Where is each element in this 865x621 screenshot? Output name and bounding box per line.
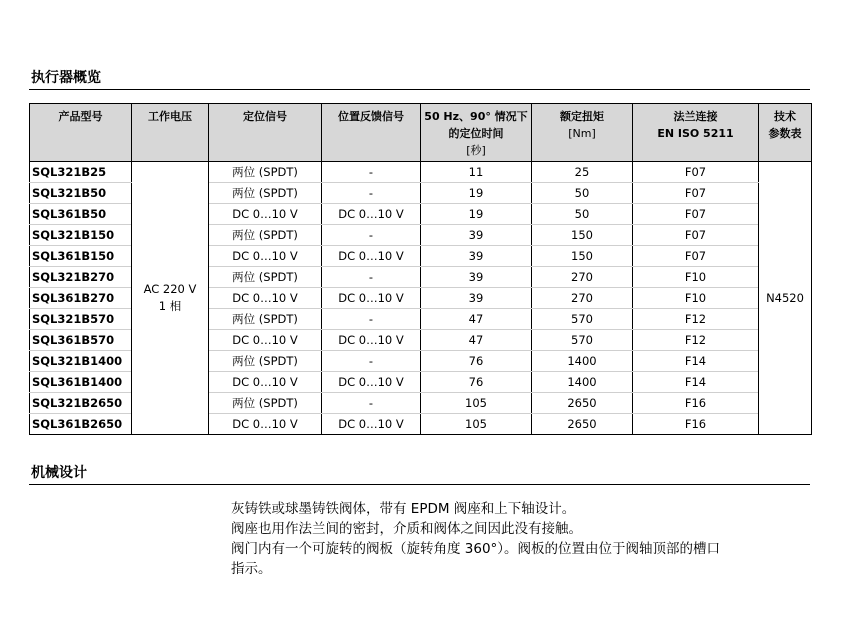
model-cell: SQL361B50 [30, 204, 132, 225]
header-datasheet-line1: 技术 [774, 110, 796, 123]
positioning-time-cell: 19 [421, 204, 532, 225]
model-cell: SQL321B1400 [30, 351, 132, 372]
torque-cell: 150 [532, 225, 633, 246]
torque-cell: 570 [532, 309, 633, 330]
paragraph-line: 阀座也用作法兰间的密封，介质和阀体之间因此没有接触。 [231, 521, 582, 537]
signal-cell: DC 0…10 V [209, 372, 322, 393]
feedback-cell: DC 0…10 V [322, 246, 421, 267]
voltage-cell [132, 162, 209, 435]
flange-cell: F07 [633, 162, 759, 183]
paragraph-line: 灰铸铁或球墨铸铁阀体，带有 EPDM 阀座和上下轴设计。 [231, 501, 576, 517]
torque-cell: 25 [532, 162, 633, 183]
model-cell: SQL361B270 [30, 288, 132, 309]
header-time-line1: 50 Hz、90° 情况下 [424, 110, 528, 123]
model-cell: SQL361B150 [30, 246, 132, 267]
mechanical-design-text [231, 499, 720, 579]
signal-cell: 两位 (SPDT) [209, 225, 322, 246]
positioning-time-cell: 76 [421, 372, 532, 393]
feedback-cell: DC 0…10 V [322, 372, 421, 393]
flange-cell: F10 [633, 267, 759, 288]
flange-cell: F16 [633, 393, 759, 414]
header-flange-line2: EN ISO 5211 [657, 127, 734, 140]
signal-cell: DC 0…10 V [209, 246, 322, 267]
positioning-time-cell: 39 [421, 246, 532, 267]
feedback-cell: - [322, 267, 421, 288]
model-cell: SQL361B570 [30, 330, 132, 351]
table-header-row [30, 104, 812, 162]
positioning-time-cell: 39 [421, 267, 532, 288]
header-torque-line1: 额定扭矩 [560, 110, 604, 123]
feedback-cell: - [322, 183, 421, 204]
torque-cell: 1400 [532, 351, 633, 372]
positioning-time-cell: 39 [421, 225, 532, 246]
section-rule [29, 484, 810, 485]
header-datasheet [759, 104, 812, 162]
header-flange [633, 104, 759, 162]
signal-cell: 两位 (SPDT) [209, 267, 322, 288]
header-time-unit: [秒] [466, 144, 486, 157]
torque-cell: 270 [532, 288, 633, 309]
flange-cell: F14 [633, 351, 759, 372]
positioning-time-cell: 47 [421, 330, 532, 351]
voltage-line1: AC 220 V [143, 282, 197, 296]
flange-cell: F07 [633, 204, 759, 225]
signal-cell: 两位 (SPDT) [209, 393, 322, 414]
signal-cell: 两位 (SPDT) [209, 309, 322, 330]
feedback-cell: DC 0…10 V [322, 288, 421, 309]
model-cell: SQL321B25 [30, 162, 132, 183]
torque-cell: 150 [532, 246, 633, 267]
positioning-time-cell: 47 [421, 309, 532, 330]
signal-cell: DC 0…10 V [209, 204, 322, 225]
voltage-line2: 1 相 [158, 299, 182, 313]
header-datasheet-line2: 参数表 [768, 127, 802, 140]
flange-cell: F14 [633, 372, 759, 393]
flange-cell: F07 [633, 246, 759, 267]
paragraph-line: 阀门内有一个可旋转的阀板（旋转角度 360°）。阀板的位置由位于阀轴顶部的槽口 [231, 541, 721, 557]
header-voltage: 工作电压 [132, 104, 209, 162]
flange-cell: F16 [633, 414, 759, 435]
model-cell: SQL321B270 [30, 267, 132, 288]
header-time-line2: 的定位时间 [448, 127, 504, 140]
header-model: 产品型号 [30, 104, 132, 162]
model-cell: SQL321B2650 [30, 393, 132, 414]
flange-cell: F07 [633, 225, 759, 246]
feedback-cell: - [322, 351, 421, 372]
model-cell: SQL361B1400 [30, 372, 132, 393]
actuator-table [29, 103, 812, 435]
section-title-actuator-overview: 执行器概览 [31, 70, 101, 86]
positioning-time-cell: 105 [421, 393, 532, 414]
feedback-cell: - [322, 393, 421, 414]
positioning-time-cell: 76 [421, 351, 532, 372]
feedback-cell: DC 0…10 V [322, 204, 421, 225]
torque-cell: 50 [532, 204, 633, 225]
flange-cell: F10 [633, 288, 759, 309]
header-feedback: 位置反馈信号 [322, 104, 421, 162]
header-flange-line1: 法兰连接 [673, 110, 718, 123]
feedback-cell: - [322, 225, 421, 246]
signal-cell: 两位 (SPDT) [209, 351, 322, 372]
torque-cell: 1400 [532, 372, 633, 393]
header-torque [532, 104, 633, 162]
feedback-cell: - [322, 162, 421, 183]
section-title-mechanical-design: 机械设计 [31, 465, 87, 481]
model-cell: SQL321B50 [30, 183, 132, 204]
model-cell: SQL321B150 [30, 225, 132, 246]
signal-cell: DC 0…10 V [209, 330, 322, 351]
positioning-time-cell: 39 [421, 288, 532, 309]
datasheet-cell: N4520 [759, 162, 812, 435]
feedback-cell: - [322, 309, 421, 330]
feedback-cell: DC 0…10 V [322, 414, 421, 435]
header-signal: 定位信号 [209, 104, 322, 162]
positioning-time-cell: 11 [421, 162, 532, 183]
model-cell: SQL321B570 [30, 309, 132, 330]
feedback-cell: DC 0…10 V [322, 330, 421, 351]
torque-cell: 270 [532, 267, 633, 288]
model-cell: SQL361B2650 [30, 414, 132, 435]
torque-cell: 50 [532, 183, 633, 204]
positioning-time-cell: 19 [421, 183, 532, 204]
signal-cell: DC 0…10 V [209, 288, 322, 309]
table-row [30, 162, 812, 183]
torque-cell: 2650 [532, 414, 633, 435]
paragraph-line: 指示。 [231, 561, 272, 577]
section-rule [29, 89, 810, 90]
signal-cell: DC 0…10 V [209, 414, 322, 435]
flange-cell: F12 [633, 309, 759, 330]
signal-cell: 两位 (SPDT) [209, 183, 322, 204]
header-positioning-time [421, 104, 532, 162]
flange-cell: F12 [633, 330, 759, 351]
signal-cell: 两位 (SPDT) [209, 162, 322, 183]
torque-cell: 570 [532, 330, 633, 351]
flange-cell: F07 [633, 183, 759, 204]
torque-cell: 2650 [532, 393, 633, 414]
positioning-time-cell: 105 [421, 414, 532, 435]
header-torque-unit: [Nm] [568, 127, 596, 140]
